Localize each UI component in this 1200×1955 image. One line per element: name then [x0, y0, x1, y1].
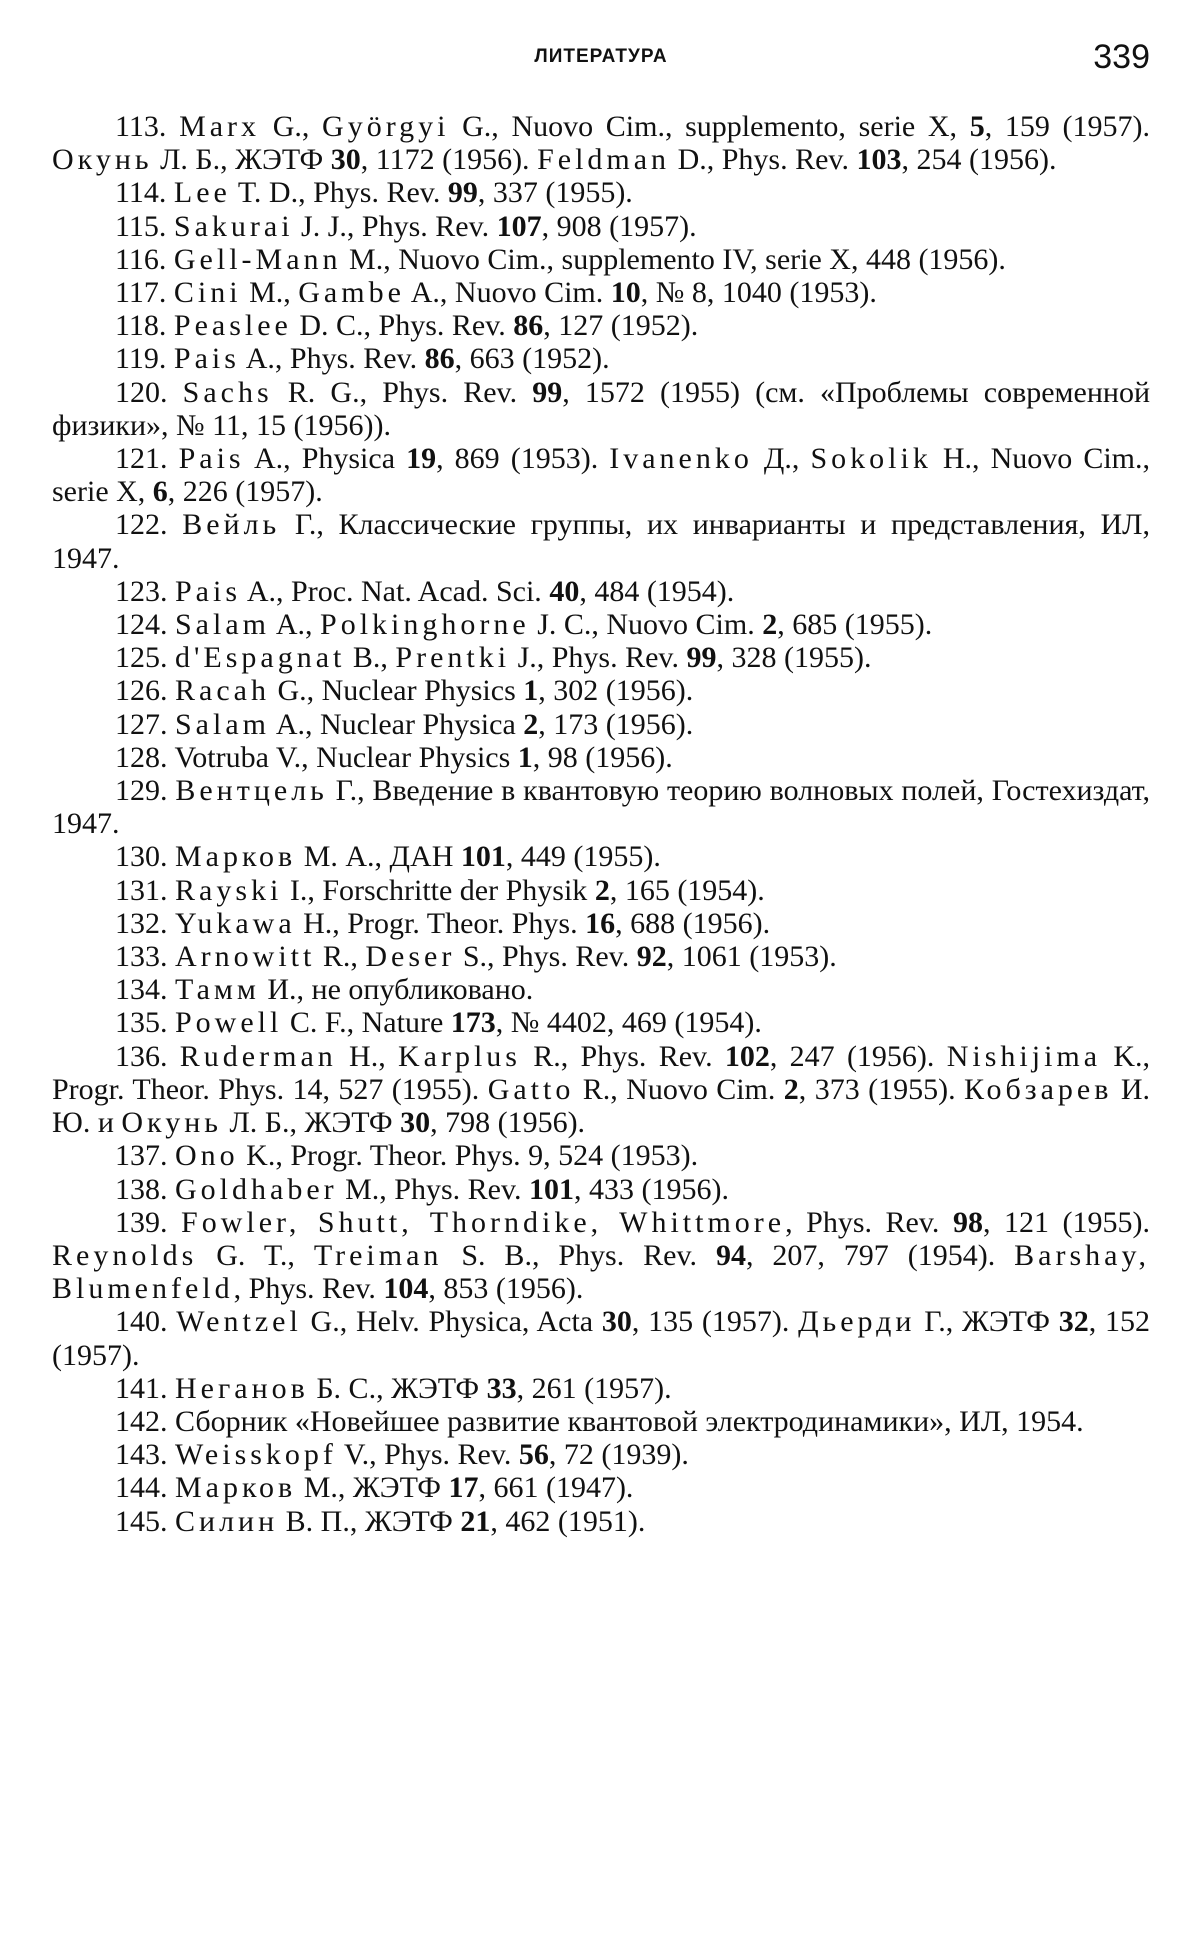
- reference-list: [52, 110, 1150, 1538]
- reference-text: , № 4402, 469 (1954).: [495, 1006, 762, 1040]
- reference-number: 129.: [115, 774, 168, 808]
- reference-text: V., Phys. Rev.: [336, 1438, 519, 1472]
- author-name: Karplus: [398, 1039, 521, 1073]
- reference-text: , 853 (1956).: [428, 1272, 584, 1306]
- reference-text: , 663 (1952).: [454, 342, 610, 376]
- author-name: Окунь: [52, 143, 153, 177]
- reference-text: , 152 (1957).: [52, 1305, 1150, 1372]
- author-name: Sokolik: [810, 442, 932, 476]
- reference-number: 128.: [115, 740, 168, 774]
- reference-text: , 98 (1956).: [532, 740, 673, 774]
- volume-number: 94: [715, 1238, 746, 1272]
- reference-text: И., не опубликовано.: [259, 973, 534, 1007]
- volume-number: 99: [532, 375, 563, 409]
- reference-entry: [52, 376, 1150, 442]
- reference-entry: [52, 641, 1150, 674]
- reference-text: , 254 (1956).: [901, 143, 1057, 177]
- reference-text: A., Nuclear Physica: [270, 707, 524, 741]
- reference-entry: [52, 309, 1150, 342]
- volume-number: 30: [601, 1305, 632, 1339]
- author-name: Силин: [175, 1504, 279, 1538]
- volume-number: 2: [762, 608, 778, 642]
- reference-text: , 127 (1952).: [543, 309, 699, 343]
- author-name: Gambe: [298, 276, 405, 310]
- reference-number: 131.: [115, 873, 168, 907]
- author-name: Prentki: [395, 641, 511, 675]
- author-name: Deser: [365, 940, 456, 974]
- reference-number: 136.: [115, 1039, 168, 1073]
- reference-text: T. D., Phys. Rev.: [230, 176, 448, 210]
- reference-entry: [52, 907, 1150, 940]
- reference-entry: [52, 276, 1150, 309]
- author-name: Powell: [175, 1006, 283, 1040]
- author-name: Yukawa: [175, 906, 296, 940]
- reference-text: Г., ЖЭТФ: [915, 1305, 1059, 1339]
- author-name: Вейль: [182, 508, 281, 542]
- reference-number: 138.: [115, 1172, 168, 1206]
- reference-text: , 165 (1954).: [609, 873, 765, 907]
- reference-text: J. C., Nuovo Cim.: [529, 608, 763, 642]
- author-name: Fowler, Shutt, Thorndike, Whittmore: [181, 1205, 786, 1239]
- reference-text: A., Physica: [244, 442, 407, 476]
- author-name: Salam: [175, 707, 270, 741]
- reference-number: 139.: [115, 1205, 168, 1239]
- volume-number: 92: [636, 940, 667, 974]
- volume-number: 2: [783, 1072, 799, 1106]
- reference-text: , 207, 797 (1954).: [745, 1238, 1015, 1272]
- reference-text: , 261 (1957).: [516, 1371, 672, 1405]
- reference-text: A., Phys. Rev.: [239, 342, 425, 376]
- volume-number: 173: [450, 1006, 496, 1040]
- author-name: Sakurai: [173, 209, 294, 243]
- reference-text: , 135 (1957).: [631, 1305, 799, 1339]
- reference-text: J. J., Phys. Rev.: [293, 209, 497, 243]
- reference-entry: [52, 442, 1150, 508]
- author-name: Wentzel: [176, 1305, 302, 1339]
- reference-entry: [52, 1305, 1150, 1371]
- reference-number: 119.: [115, 342, 167, 376]
- reference-text: , 1172 (1956).: [360, 143, 538, 177]
- reference-entry: [52, 243, 1150, 276]
- page-header: [52, 38, 1150, 98]
- reference-text: M., Phys. Rev.: [337, 1172, 530, 1206]
- author-name: Goldhaber: [175, 1172, 338, 1206]
- reference-text: R.,: [315, 940, 366, 974]
- volume-number: 86: [513, 309, 544, 343]
- volume-number: 32: [1058, 1305, 1089, 1339]
- reference-entry: [52, 741, 1150, 774]
- author-name: Gatto: [487, 1072, 575, 1106]
- author-name: Barshay, Blumenfeld: [52, 1238, 1150, 1306]
- reference-text: A., Proc. Nat. Acad. Sci.: [241, 574, 550, 608]
- reference-text: , 661 (1947).: [478, 1471, 634, 1505]
- reference-text: , 72 (1939).: [548, 1438, 689, 1472]
- page-number: 339: [1093, 38, 1150, 76]
- volume-number: 103: [856, 143, 902, 177]
- reference-entry: [52, 210, 1150, 243]
- author-name: Дьерди: [798, 1305, 916, 1339]
- volume-number: 16: [585, 906, 616, 940]
- reference-entry: [52, 608, 1150, 641]
- volume-number: 2: [523, 707, 539, 741]
- reference-text: A., Nuovo Cim.: [404, 276, 611, 310]
- reference-text: B.,: [345, 641, 396, 675]
- reference-entry: [52, 840, 1150, 873]
- reference-number: 121.: [115, 442, 168, 476]
- author-name: Györgyi: [322, 110, 450, 143]
- author-name: Arnowitt: [175, 940, 316, 974]
- volume-number: 5: [969, 110, 985, 143]
- reference-entry: [52, 1139, 1150, 1172]
- volume-number: 30: [400, 1106, 431, 1140]
- volume-number: 101: [529, 1172, 575, 1206]
- reference-number: 123.: [115, 574, 168, 608]
- reference-entry: [52, 1206, 1150, 1306]
- author-name: Ivanenko: [609, 442, 753, 476]
- volume-number: 21: [460, 1504, 491, 1538]
- reference-text: И. Ю. и: [52, 1072, 1150, 1140]
- reference-number: 116.: [115, 242, 167, 276]
- volume-number: 19: [406, 442, 437, 476]
- reference-text: K., Progr. Theor. Phys. 9, 524 (1953).: [238, 1139, 699, 1173]
- reference-number: 113.: [115, 110, 167, 143]
- reference-number: 115.: [115, 209, 167, 243]
- reference-entry: [52, 940, 1150, 973]
- reference-text: Г., Классические группы, их инварианты и представления, ИЛ, 1947.: [52, 508, 1151, 575]
- reference-text: Сборник «Новейшее развитие квантовой электродинамики», ИЛ, 1954.: [175, 1404, 1084, 1438]
- reference-text: G., Nuovo Cim., supplemento, serie X,: [449, 110, 970, 143]
- reference-entry: [52, 342, 1150, 375]
- reference-text: , 462 (1951).: [490, 1504, 646, 1538]
- volume-number: 99: [686, 641, 717, 675]
- author-name: Тамм: [175, 973, 260, 1007]
- reference-text: Л. Б., ЖЭТФ: [221, 1106, 401, 1140]
- volume-number: 33: [486, 1371, 517, 1405]
- volume-number: 2: [594, 873, 610, 907]
- reference-number: 120.: [115, 375, 168, 409]
- reference-entry: [52, 1405, 1150, 1438]
- author-name: Pais: [175, 574, 242, 608]
- reference-entry: [52, 774, 1150, 840]
- volume-number: 101: [460, 840, 506, 874]
- volume-number: 56: [518, 1438, 549, 1472]
- reference-number: 125.: [115, 641, 168, 675]
- reference-number: 145.: [115, 1504, 168, 1538]
- reference-text: , 688 (1956).: [615, 906, 771, 940]
- author-name: Кобзарев: [963, 1072, 1113, 1106]
- volume-number: 104: [383, 1272, 429, 1306]
- reference-number: 134.: [115, 973, 168, 1007]
- author-name: Racah: [175, 674, 270, 708]
- reference-text: D., Phys. Rev.: [670, 143, 857, 177]
- reference-text: , 173 (1956).: [538, 707, 694, 741]
- volume-number: 1: [523, 674, 539, 708]
- author-name: Cini: [173, 276, 242, 310]
- reference-number: 141.: [115, 1371, 168, 1405]
- reference-text: I., Forschritte der Physik: [282, 873, 595, 907]
- author-name: Feldman: [537, 143, 671, 177]
- volume-number: 6: [152, 475, 168, 509]
- author-name: Ruderman: [179, 1039, 337, 1073]
- reference-text: D. C., Phys. Rev.: [291, 309, 514, 343]
- reference-text: Л. Б., ЖЭТФ: [152, 143, 331, 177]
- reference-entry: [52, 575, 1150, 608]
- reference-text: R., Nuovo Cim.: [574, 1072, 784, 1106]
- reference-entry: [52, 176, 1150, 209]
- reference-text: М., ЖЭТФ: [296, 1471, 449, 1505]
- reference-text: , 869 (1953).: [436, 442, 610, 476]
- author-name: Polkinghorne: [320, 608, 530, 642]
- reference-number: 142.: [115, 1404, 168, 1438]
- reference-text: G.,: [260, 110, 323, 143]
- reference-text: A.,: [270, 608, 321, 642]
- author-name: Вентцель: [175, 774, 328, 808]
- running-title: ЛИТЕРАТУРА: [534, 46, 668, 67]
- reference-entry: [52, 110, 1150, 176]
- reference-text: G., Nuclear Physics: [269, 674, 524, 708]
- reference-text: Д.,: [752, 442, 811, 476]
- author-name: Nishijima: [946, 1039, 1102, 1073]
- reference-number: 137.: [115, 1139, 168, 1173]
- author-name: Pais: [173, 342, 240, 376]
- reference-number: 133.: [115, 940, 168, 974]
- reference-text: Г., Введение в квантовую теорию волновых полей, Гостехиздат, 1947.: [52, 774, 1151, 841]
- reference-text: H.,: [336, 1039, 398, 1073]
- reference-text: , 121 (1955).: [982, 1205, 1150, 1239]
- reference-text: , Phys. Rev.: [233, 1272, 384, 1306]
- reference-entry: [52, 1173, 1150, 1206]
- author-name: Окунь: [121, 1106, 222, 1140]
- author-name: Marx: [179, 110, 261, 143]
- reference-text: , 302 (1956).: [538, 674, 694, 708]
- reference-text: , 226 (1957).: [167, 475, 323, 509]
- reference-text: R. G., Phys. Rev.: [272, 375, 533, 409]
- author-name: Salam: [175, 608, 270, 642]
- author-name: Treiman: [313, 1238, 443, 1272]
- volume-number: 102: [724, 1039, 770, 1073]
- author-name: Sachs: [182, 375, 273, 409]
- reference-text: S. B., Phys. Rev.: [442, 1238, 716, 1272]
- author-name: Reynolds: [52, 1238, 198, 1272]
- reference-text: K., Progr. Theor. Phys. 14, 527 (1955).: [52, 1039, 1151, 1106]
- volume-number: 99: [447, 176, 478, 210]
- book-page: [52, 38, 1150, 1918]
- reference-text: M.,: [241, 276, 299, 310]
- volume-number: 1: [517, 740, 533, 774]
- reference-entry: [52, 708, 1150, 741]
- author-name: Peaslee: [173, 309, 292, 343]
- reference-text: , 908 (1957).: [541, 209, 697, 243]
- reference-entry: [52, 1438, 1150, 1471]
- author-name: Марков: [175, 1471, 297, 1505]
- reference-text: J., Phys. Rev.: [510, 641, 687, 675]
- volume-number: 10: [610, 276, 641, 310]
- author-name: Rayski: [175, 873, 283, 907]
- reference-number: 122.: [115, 508, 168, 542]
- volume-number: 98: [952, 1205, 983, 1239]
- reference-entry: [52, 674, 1150, 707]
- reference-entry: [52, 1040, 1150, 1140]
- reference-number: 143.: [115, 1438, 168, 1472]
- reference-number: 130.: [115, 840, 168, 874]
- volume-number: 40: [549, 574, 580, 608]
- author-name: Gell-Mann: [173, 242, 342, 276]
- reference-number: 144.: [115, 1471, 168, 1505]
- volume-number: 30: [330, 143, 361, 177]
- reference-text: , 685 (1955).: [777, 608, 933, 642]
- reference-number: 127.: [115, 707, 168, 741]
- author-name: Weisskopf: [175, 1438, 337, 1472]
- reference-number: 132.: [115, 906, 168, 940]
- reference-entry: [52, 973, 1150, 1006]
- reference-entry: [52, 874, 1150, 907]
- reference-text: , 328 (1955).: [716, 641, 872, 675]
- reference-text: , 1572 (1955) (см. «Проблемы современной физики», № 11, 15 (1956)).: [52, 375, 1151, 442]
- reference-text: H., Nuovo Cim., serie X,: [52, 442, 1151, 509]
- reference-number: 135.: [115, 1006, 168, 1040]
- volume-number: 86: [424, 342, 455, 376]
- reference-text: M., Nuovo Cim., supplemento IV, serie X, 448 (1956).: [341, 242, 1006, 276]
- reference-text: , № 8, 1040 (1953).: [640, 276, 877, 310]
- reference-text: , 484 (1954).: [579, 574, 735, 608]
- reference-text: , 247 (1956).: [769, 1039, 947, 1073]
- author-name: Неганов: [175, 1371, 309, 1405]
- reference-entry: [52, 1505, 1150, 1538]
- reference-text: H., Progr. Theor. Phys.: [295, 906, 586, 940]
- reference-text: В. П., ЖЭТФ: [278, 1504, 461, 1538]
- author-name: Pais: [178, 442, 245, 476]
- volume-number: 107: [496, 209, 542, 243]
- reference-text: , 373 (1955).: [798, 1072, 964, 1106]
- reference-text: , 337 (1955).: [477, 176, 633, 210]
- author-name: Ono: [175, 1139, 239, 1173]
- reference-text: , 449 (1955).: [505, 840, 661, 874]
- reference-entry: [52, 1471, 1150, 1504]
- reference-text: , Phys. Rev.: [785, 1205, 953, 1239]
- reference-entry: [52, 1006, 1150, 1039]
- reference-text: R., Phys. Rev.: [520, 1039, 725, 1073]
- reference-text: Б. С., ЖЭТФ: [308, 1371, 487, 1405]
- volume-number: 17: [448, 1471, 479, 1505]
- reference-text: , 433 (1956).: [574, 1172, 730, 1206]
- reference-entry: [52, 1372, 1150, 1405]
- author-name: d'Espagnat: [175, 641, 346, 675]
- author-name: Lee: [173, 176, 231, 210]
- reference-text: G., Helv. Physica, Acta: [301, 1305, 602, 1339]
- reference-text: C. F., Nature: [282, 1006, 451, 1040]
- reference-entry: [52, 508, 1150, 574]
- reference-number: 124.: [115, 608, 168, 642]
- reference-number: 126.: [115, 674, 168, 708]
- reference-text: , 798 (1956).: [430, 1106, 586, 1140]
- reference-number: 114.: [115, 176, 167, 210]
- reference-text: , 1061 (1953).: [666, 940, 837, 974]
- reference-number: 117.: [115, 276, 167, 310]
- reference-text: , 159 (1957).: [984, 110, 1151, 143]
- author-name: Марков: [175, 840, 297, 874]
- reference-text: М. А., ДАН: [296, 840, 461, 874]
- reference-number: 118.: [115, 309, 167, 343]
- reference-text: Votruba V., Nuclear Physics: [174, 740, 518, 774]
- reference-text: G. T.,: [197, 1238, 314, 1272]
- reference-text: S., Phys. Rev.: [455, 940, 637, 974]
- reference-number: 140.: [115, 1305, 168, 1339]
